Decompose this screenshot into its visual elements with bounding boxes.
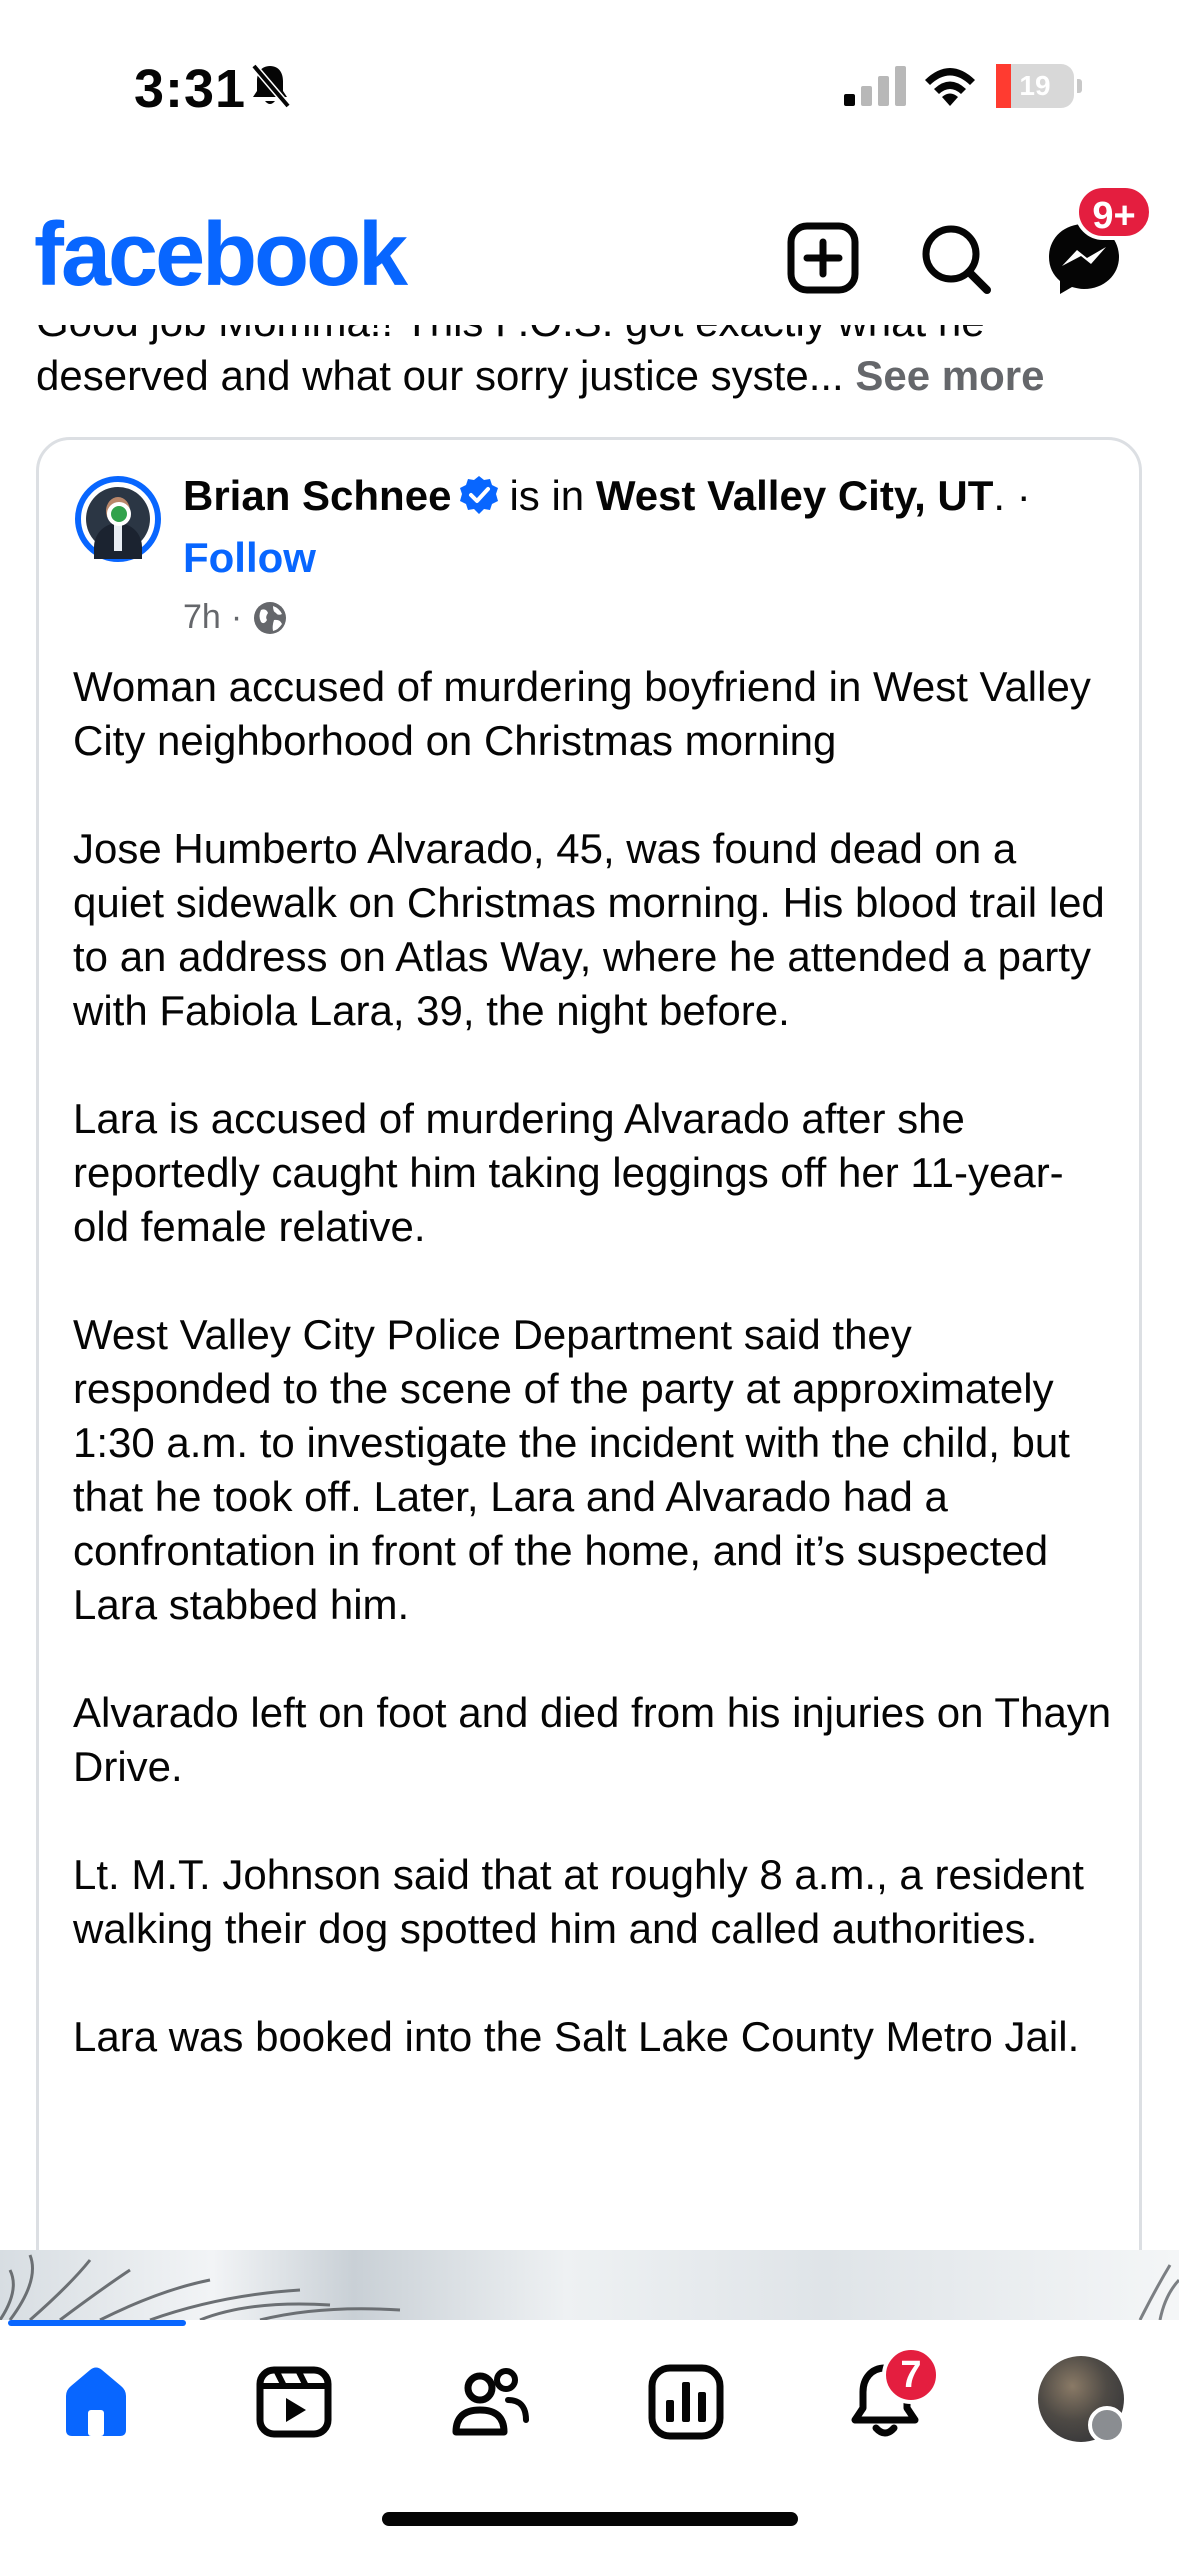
post-paragraph: Lt. M.T. Johnson said that at roughly 8 a.m., a resident walking their dog spotted him and called authorities. [73,1851,1084,1952]
header-separator: . · [993,472,1031,519]
video-icon[interactable] [254,2362,334,2442]
status-time: 3:31 [134,59,247,119]
see-more-link[interactable]: See more [855,352,1045,399]
battery-icon [996,64,1082,108]
author-name[interactable]: Brian Schnee [183,472,452,519]
active-tab-indicator [8,2320,186,2326]
status-bar [0,0,1179,180]
follow-button[interactable]: Follow [183,534,316,581]
author-line [183,468,1123,524]
post-image-preview[interactable] [0,2250,1179,2320]
post-time[interactable]: 7h [183,598,221,636]
post-paragraph: Alvarado left on foot and died from his injuries on Thayn Drive. [73,1689,1112,1790]
location-link[interactable]: West Valley City, UT [595,472,994,519]
post-paragraph: West Valley City Police Department said they responded to the scene of the party at approximately 1:30 a.m. to investigate the incident with the child, but that he took off. Later, Lara and Alvarado had a confrontation in front of the home, and it’s suspected Lara stabbed him. [73,1311,1070,1628]
menu-badge[interactable] [1088,2406,1126,2444]
shared-post-card[interactable] [36,437,1142,2337]
app-header [0,190,1179,325]
notifications-badge: 7 [882,2346,940,2404]
verified-icon [459,475,499,515]
dashboard-icon[interactable] [646,2362,726,2442]
online-status-dot [107,502,131,526]
friends-icon[interactable] [450,2362,530,2442]
news-feed [0,325,1179,2245]
post-paragraph: Woman accused of murdering boyfriend in West Valley City neighborhood on Christmas morning [73,663,1091,764]
post-paragraph: Jose Humberto Alvarado, 45, was found dead on a quiet sidewalk on Christmas morning. His blood trail led to an address on Atlas Way, where he attended a party with Fabiola Lara, 39, the night before. [73,825,1105,1034]
is-in-text: is in [509,472,585,519]
home-indicator[interactable] [382,2512,798,2526]
previous-post-line: deserved and what our sorry justice syste... [36,352,844,399]
meta-dot: · [230,598,243,636]
wifi-icon [922,62,978,108]
messenger-badge: 9+ [1075,184,1153,240]
post-paragraph: Lara was booked into the Salt Lake County Metro Jail. [73,2013,1080,2060]
signal-icon [844,66,906,106]
facebook-logo[interactable]: facebook [34,205,406,305]
bell-off-icon [248,62,292,110]
post-meta [183,598,288,637]
battery-level: 19 [1019,70,1051,101]
home-icon[interactable] [56,2362,136,2442]
globe-icon [252,600,288,636]
search-button[interactable] [917,220,995,298]
post-body [73,660,1113,2118]
create-post-button[interactable] [785,220,863,298]
post-paragraph: Lara is accused of murdering Alvarado after she reportedly caught him taking leggings off her 11-year-old female relative. [73,1095,1064,1250]
